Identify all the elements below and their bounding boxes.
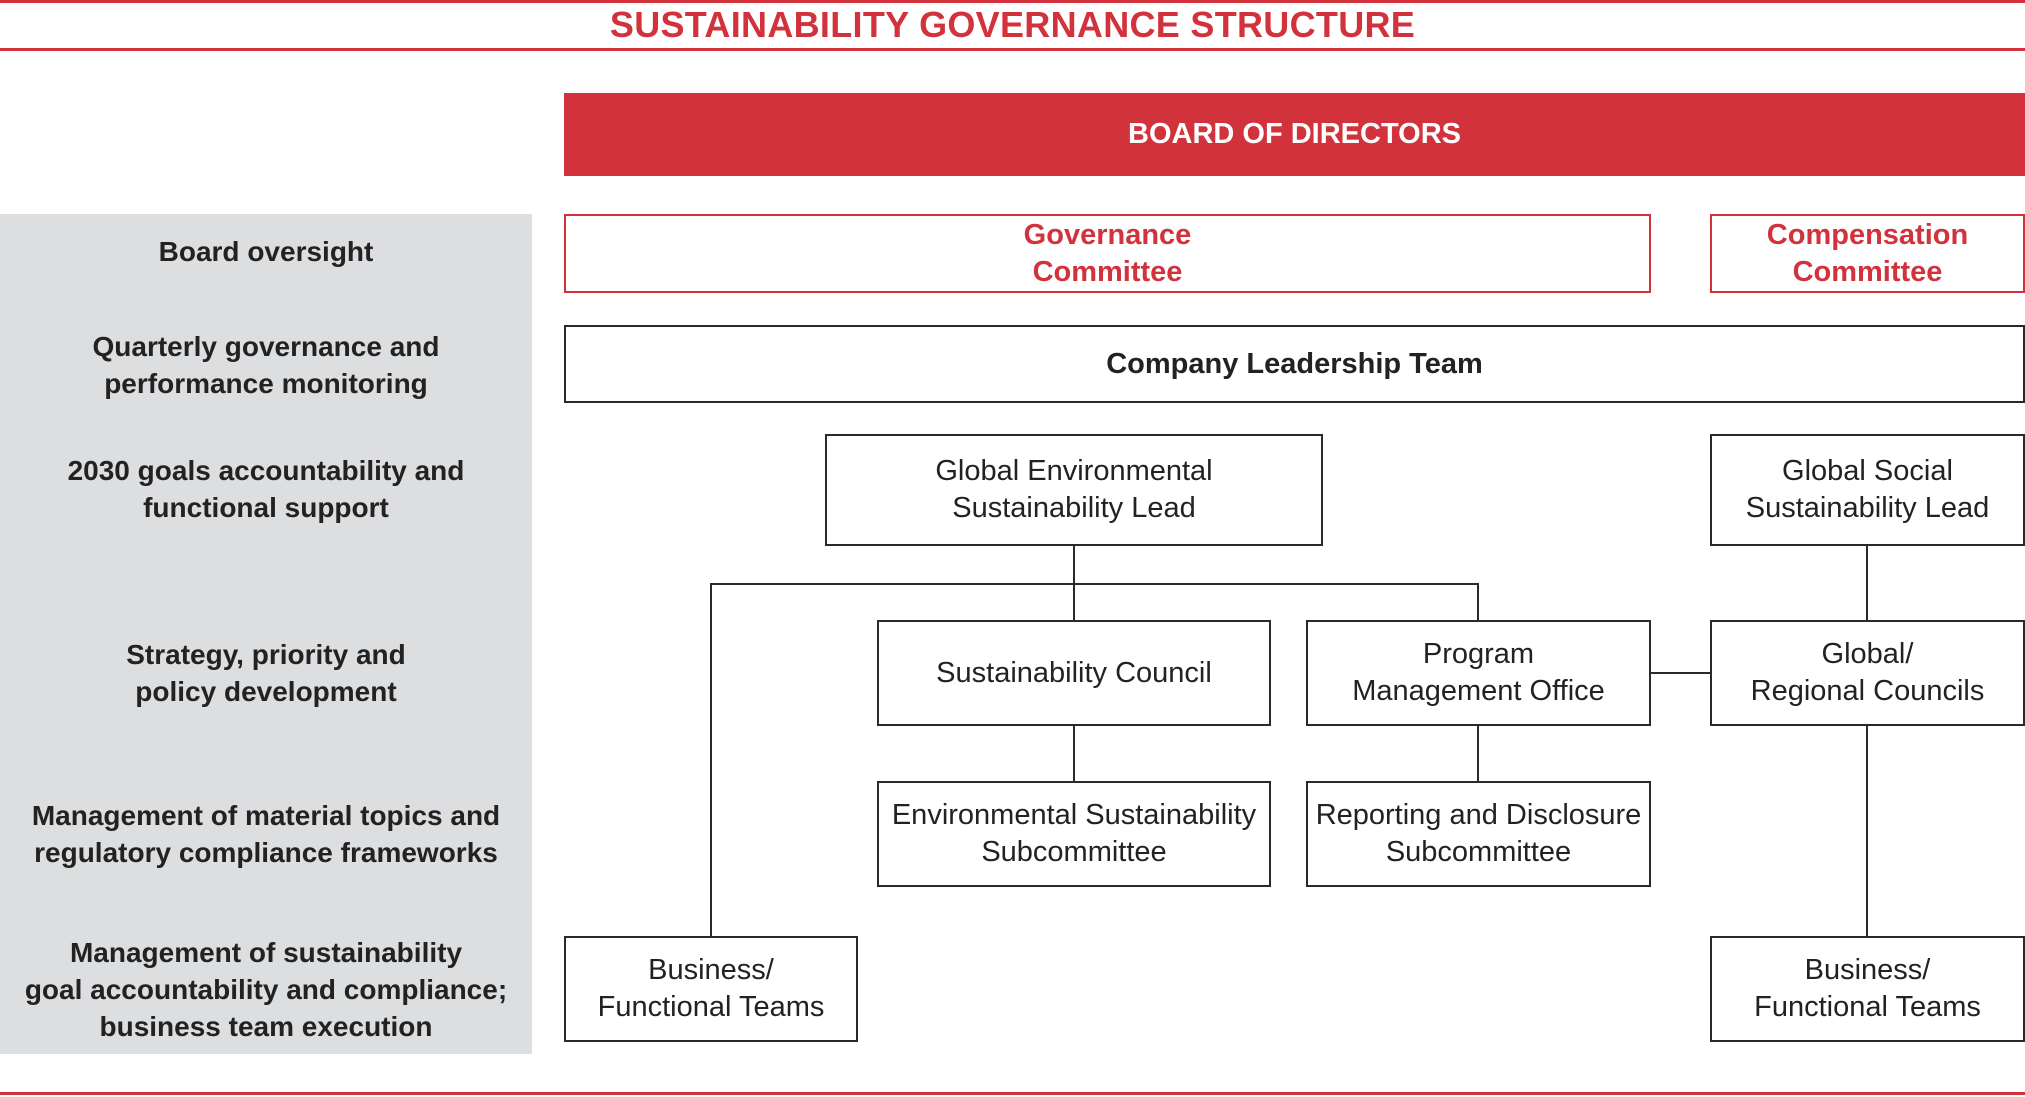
- business-functional-teams-right: Business/ Functional Teams: [1710, 936, 2025, 1042]
- connector-pmo-to-regional: [1650, 672, 1711, 674]
- connector-pmo-to-subcommittee: [1477, 725, 1479, 783]
- connector-social-lead-down: [1866, 546, 1868, 622]
- level-business-execution: Management of sustainability goal accountability and compliance; business team execution: [24, 936, 508, 1042]
- level-material-topics: Management of material topics and regulatory compliance frameworks: [31, 800, 501, 868]
- compensation-committee: Compensation Committee: [1710, 214, 2025, 293]
- environmental-sustainability-subcommittee: Environmental Sustainability Subcommittee: [877, 781, 1271, 887]
- business-functional-teams-left: Business/ Functional Teams: [564, 936, 858, 1042]
- reporting-and-disclosure-subcommittee: Reporting and Disclosure Subcommittee: [1306, 781, 1651, 887]
- sustainability-council: Sustainability Council: [877, 620, 1271, 726]
- connector-to-council: [1073, 583, 1075, 622]
- board-of-directors: BOARD OF DIRECTORS: [564, 93, 2025, 176]
- level-sidebar: [0, 214, 532, 1054]
- level-quarterly-monitoring: Quarterly governance and performance monitoring: [92, 331, 440, 399]
- connector-to-pmo: [1477, 583, 1479, 622]
- connector-council-to-subcommittee: [1073, 725, 1075, 783]
- connector-to-business-left: [710, 583, 712, 937]
- governance-committee: Governance Committee: [564, 214, 1651, 293]
- title-underline: [0, 48, 2025, 51]
- program-management-office: Program Management Office: [1306, 620, 1651, 726]
- level-strategy-policy: Strategy, priority and policy development: [126, 639, 406, 707]
- page-title: SUSTAINABILITY GOVERNANCE STRUCTURE: [609, 4, 1416, 45]
- connector-env-lead-down: [1073, 546, 1075, 584]
- global-regional-councils: Global/ Regional Councils: [1710, 620, 2025, 726]
- global-environmental-sustainability-lead: Global Environmental Sustainability Lead: [825, 434, 1323, 546]
- bottom-rule: [0, 1092, 2025, 1095]
- level-2030-goals: 2030 goals accountability and functional support: [67, 455, 465, 523]
- connector-regional-to-business-right: [1866, 725, 1868, 937]
- level-board-oversight: Board oversight: [158, 236, 374, 267]
- global-social-sustainability-lead: Global Social Sustainability Lead: [1710, 434, 2025, 546]
- connector-horizontal-bus: [710, 583, 1479, 585]
- company-leadership-team: Company Leadership Team: [564, 325, 2025, 403]
